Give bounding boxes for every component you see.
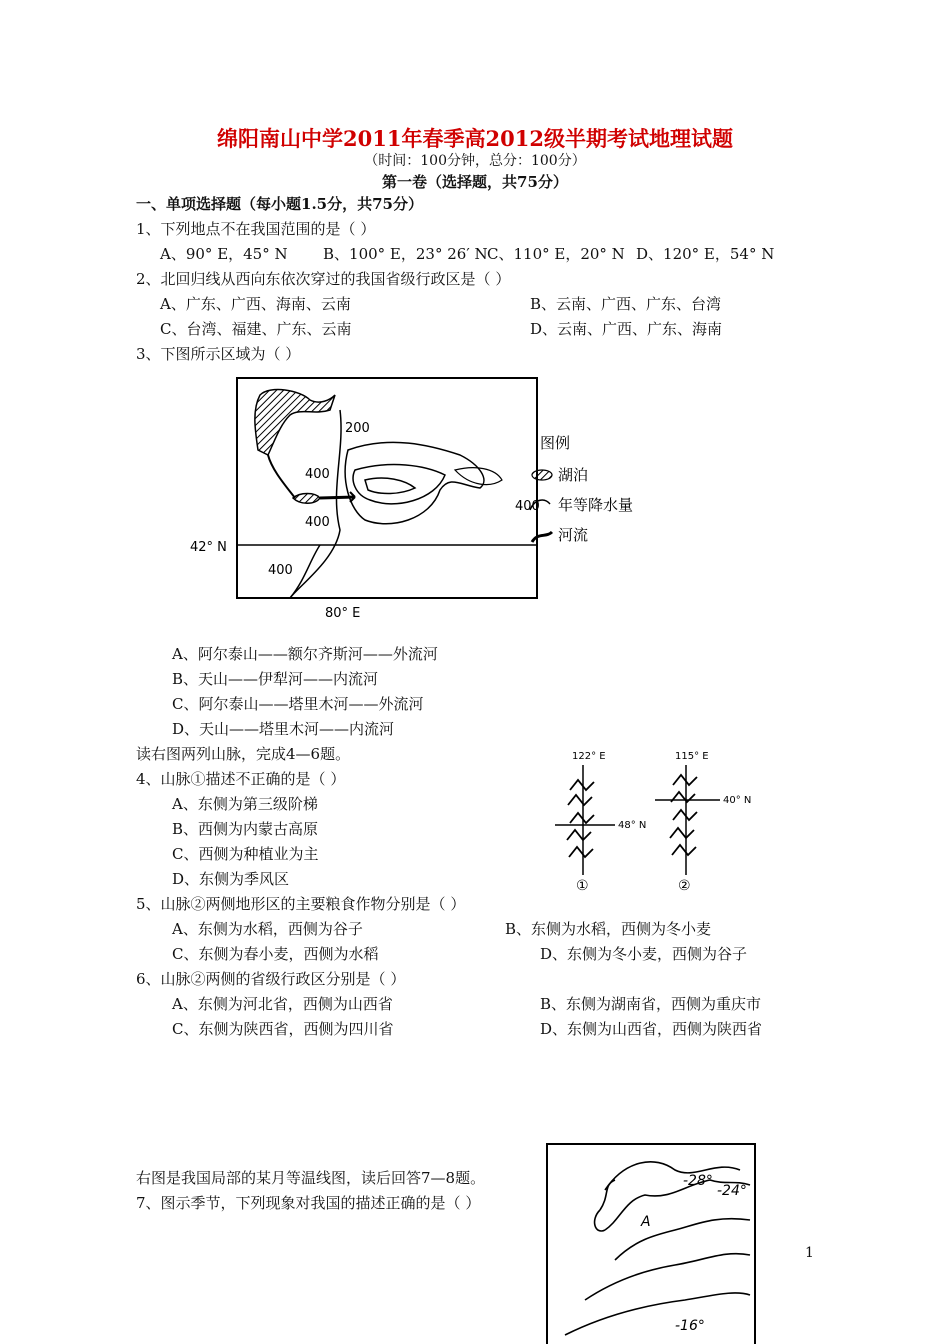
isohyet-label-400b: 400 (305, 515, 330, 530)
legend-isohyet: 年等降水量 (558, 496, 634, 514)
legend-title: 图例 (540, 434, 571, 452)
q2-option-d: D、云南、广西、广东、海南 (530, 320, 723, 338)
mountain-ranges-map (540, 745, 770, 895)
precipitation-map (190, 370, 650, 630)
q5-option-a: A、东侧为水稻，西侧为谷子 (172, 920, 363, 938)
q4-option-a: A、东侧为第三级阶梯 (172, 795, 318, 813)
isohyet-label-400a: 400 (305, 467, 330, 482)
isohyet-east (455, 468, 502, 485)
isotherm-label-16: -16° (675, 1318, 705, 1334)
q1-option-b: B、100° E，23° 26′ N (323, 245, 488, 263)
isotherm-map (545, 1140, 760, 1344)
question-1: 1、下列地点不在我国范围的是（ ） (136, 220, 376, 238)
q1-option-d: D、120° E，54° N (636, 245, 775, 263)
q2-option-b: B、云南、广西、广东、台湾 (530, 295, 722, 313)
lake-north (255, 390, 335, 455)
river-1 (268, 455, 295, 498)
question-6: 6、山脉②两侧的省级行政区分别是（ ） (136, 970, 406, 988)
question-5: 5、山脉②两侧地形区的主要粮食作物分别是（ ） (136, 895, 466, 913)
q3-option-b: B、天山——伊犁河——内流河 (172, 670, 379, 688)
q5-option-c: C、东侧为春小麦，西侧为水稻 (172, 945, 379, 963)
exam-info: （时间：100分钟，总分：100分） (364, 153, 586, 169)
range2-mountains (670, 775, 697, 855)
q2-option-a: A、广东、广西、海南、云南 (160, 295, 351, 313)
range2-latitude: 40° N (723, 795, 752, 806)
range1-longitude: 122° E (572, 751, 606, 762)
page-number: 1 (805, 1245, 814, 1261)
latitude-label: 42° N (190, 540, 227, 555)
question-2: 2、北回归线从西向东依次穿过的我国省级行政区是（ ） (136, 270, 511, 288)
q6-option-b: B、东侧为湖南省，西侧为重庆市 (540, 995, 762, 1013)
legend-lake: 湖泊 (558, 466, 589, 484)
lake-small (293, 494, 320, 504)
q6-option-d: D、东侧为山西省，西侧为陕西省 (540, 1020, 763, 1038)
q5-option-d: D、东侧为冬小麦，西侧为谷子 (540, 945, 748, 963)
coast-bay (595, 1210, 605, 1231)
legend-lake-icon (532, 470, 552, 480)
isohyet-inner (365, 478, 415, 494)
isohyet-label-400c: 400 (268, 563, 293, 578)
q4-option-c: C、西侧为种植业为主 (172, 845, 319, 863)
q3-option-a: A、阿尔泰山——额尔齐斯河——外流河 (172, 645, 438, 663)
question-4: 4、山脉①描述不正确的是（ ） (136, 770, 346, 788)
range1-number: ① (576, 878, 589, 894)
intro-4-6: 读右图两列山脉，完成4—6题。 (136, 745, 351, 763)
question-3: 3、下图所示区域为（ ） (136, 345, 301, 363)
q3-option-c: C、阿尔泰山——塔里木河——外流河 (172, 695, 424, 713)
isotherm-label-24: -24° (717, 1183, 747, 1199)
legend-river-icon (532, 532, 552, 542)
page-title: 绵阳南山中学2011年春季高2012级半期考试地理试题 (217, 126, 733, 151)
volume-heading: 第一卷（选择题，共75分） (382, 173, 568, 191)
q6-option-c: C、东侧为陕西省，西侧为四川省 (172, 1020, 394, 1038)
isotherm-label-28: -28° (683, 1173, 713, 1189)
range2-number: ② (678, 878, 691, 894)
range1-latitude: 48° N (618, 820, 647, 831)
q5-option-b: B、东侧为水稻，西侧为冬小麦 (505, 920, 712, 938)
q1-option-a: A、90° E，45° N (160, 245, 288, 263)
intro-7-8: 右图是我国局部的某月等温线图，读后回答7—8题。 (136, 1169, 486, 1187)
range1-mountains (567, 780, 594, 857)
range2-longitude: 115° E (675, 751, 709, 762)
isotherm-frame (547, 1144, 755, 1344)
q4-option-d: D、东侧为季风区 (172, 870, 290, 888)
q6-option-a: A、东侧为河北省，西侧为山西省 (172, 995, 393, 1013)
isohyet-label-400d: 400 (515, 499, 540, 514)
isohyet-200 (290, 410, 341, 598)
section-heading: 一、单项选择题（每小题1.5分，共75分） (136, 195, 423, 213)
legend-river: 河流 (558, 526, 589, 544)
point-a-label: A (641, 1214, 651, 1230)
isohyet-label-200: 200 (345, 421, 370, 436)
longitude-label: 80° E (325, 606, 361, 621)
q2-option-c: C、台湾、福建、广东、云南 (160, 320, 352, 338)
question-7: 7、图示季节，下列现象对我国的描述正确的是（ ） (136, 1194, 481, 1212)
q3-option-d: D、天山——塔里木河——内流河 (172, 720, 395, 738)
q1-option-c: C、110° E，20° N (487, 245, 625, 263)
q4-option-b: B、西侧为内蒙古高原 (172, 820, 319, 838)
